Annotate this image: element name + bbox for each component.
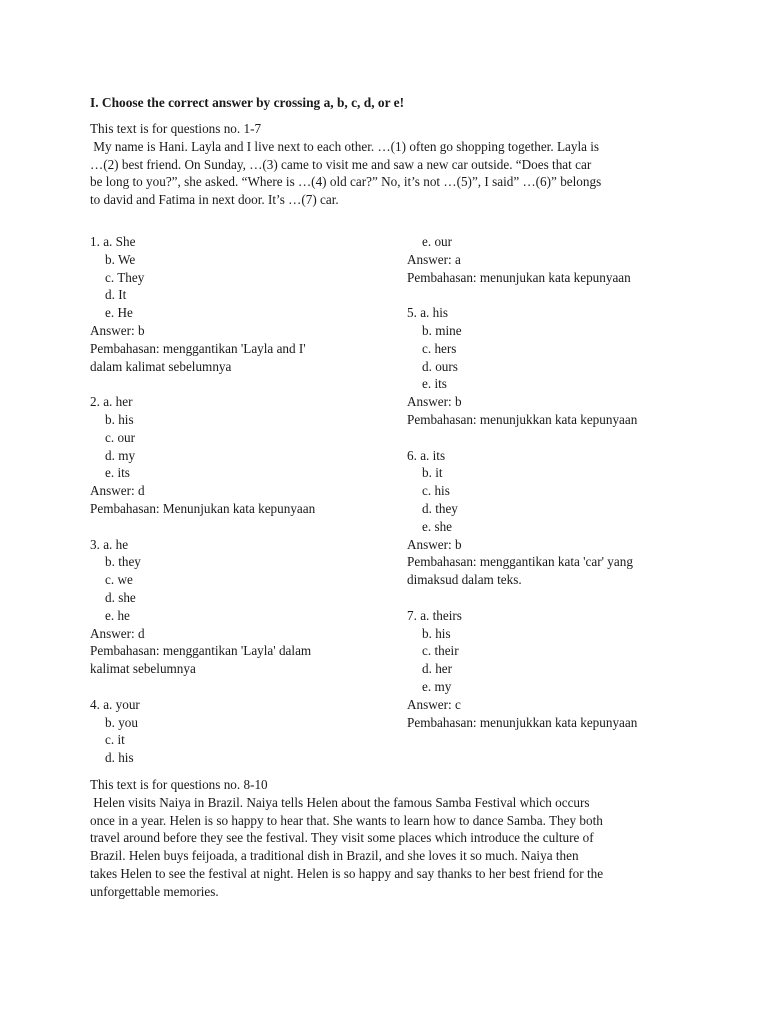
explanation: Pembahasan: menggantikan kata 'car' yang xyxy=(407,554,633,570)
questions-right-column xyxy=(407,233,707,731)
answer-option: c. They xyxy=(105,269,145,285)
explanation: dimaksud dalam teks. xyxy=(407,572,522,588)
passage-1-line: …(2) best friend. On Sunday, …(3) came to visit me and saw a new car outside. “Does that car xyxy=(90,156,592,172)
passage-2-line: travel around before they see the festival. They visit some places which introduce the culture of xyxy=(90,830,594,846)
answer-option: d. they xyxy=(422,500,458,516)
explanation: dalam kalimat sebelumnya xyxy=(90,358,232,374)
question-4-continued xyxy=(407,233,707,286)
answer-option: c. it xyxy=(105,732,125,748)
answer-option: c. we xyxy=(105,572,133,588)
question-number-option: 4. a. your xyxy=(90,696,140,712)
passage-1-line: to david and Fatima in next door. It’s …(7) car. xyxy=(90,192,339,208)
answer-option: e. its xyxy=(422,376,447,392)
answer-option: d. It xyxy=(105,287,127,303)
question-number-option: 6. a. its xyxy=(407,447,446,463)
passage-2 xyxy=(90,776,690,901)
explanation: kalimat sebelumnya xyxy=(90,661,196,677)
question-6 xyxy=(407,447,707,589)
explanation: Pembahasan: menunjukkan kata kepunyaan xyxy=(407,714,638,730)
answer-key: Answer: b xyxy=(407,536,462,552)
question-number-option: 3. a. he xyxy=(90,536,129,552)
questions-left-column xyxy=(90,233,390,767)
question-2 xyxy=(90,393,390,518)
answer-option: e. she xyxy=(422,518,453,534)
answer-key: Answer: c xyxy=(407,696,461,712)
passage-2-label: This text is for questions no. 8-10 xyxy=(90,777,268,792)
explanation: Pembahasan: Menunjukan kata kepunyaan xyxy=(90,500,316,516)
answer-option: d. she xyxy=(105,589,136,605)
answer-option: c. their xyxy=(422,643,459,659)
answer-option: e. He xyxy=(105,305,133,321)
question-7 xyxy=(407,607,707,732)
passage-2-line: Helen visits Naiya in Brazil. Naiya tells Helen about the famous Samba Festival which occurs xyxy=(90,794,590,810)
section-heading: I. Choose the correct answer by crossing a, b, c, d, or e! xyxy=(90,95,405,110)
answer-option: d. his xyxy=(105,750,134,766)
answer-option: d. my xyxy=(105,447,136,463)
question-number-option: 5. a. his xyxy=(407,305,449,321)
explanation: Pembahasan: menggantikan 'Layla' dalam xyxy=(90,643,312,659)
passage-1 xyxy=(90,120,690,209)
passage-2-line: unforgettable memories. xyxy=(90,883,219,899)
answer-option: c. hers xyxy=(422,340,457,356)
answer-key: Answer: b xyxy=(407,394,462,410)
answer-option: b. his xyxy=(105,411,134,427)
explanation: Pembahasan: menunjukkan kata kepunyaan xyxy=(407,411,638,427)
answer-option: e. our xyxy=(422,234,453,249)
passage-2-line: once in a year. Helen is so happy to hear that. She wants to learn how to dance Samba. They both xyxy=(90,812,603,828)
question-number-option: 7. a. theirs xyxy=(407,607,462,623)
answer-option: b. they xyxy=(105,554,141,570)
answer-option: b. mine xyxy=(422,322,462,338)
passage-1-line: be long to you?”, she asked. “Where is …(4) old car?” No, it’s not …(5)”, I said” …(6)” belongs xyxy=(90,174,602,190)
answer-option: c. his xyxy=(422,483,450,499)
passage-2-line: Brazil. Helen buys feijoada, a traditional dish in Brazil, and she loves it so much. Naiya then xyxy=(90,848,579,864)
answer-option: e. my xyxy=(422,678,452,694)
explanation: Pembahasan: menggantikan 'Layla and I' xyxy=(90,340,306,356)
question-3 xyxy=(90,536,390,678)
question-4 xyxy=(90,696,390,767)
explanation: Pembahasan: menunjukan kata kepunyaan xyxy=(407,269,631,285)
question-1 xyxy=(90,233,390,375)
answer-option: b. his xyxy=(422,625,451,641)
passage-1-line: My name is Hani. Layla and I live next to each other. …(1) often go shopping together. Layla is xyxy=(90,138,600,154)
answer-option: c. our xyxy=(105,429,136,445)
passage-2-line: takes Helen to see the festival at night. Helen is so happy and say thanks to her best friend for the xyxy=(90,865,604,881)
answer-key: Answer: d xyxy=(90,625,145,641)
answer-option: b. you xyxy=(105,714,138,730)
question-number-option: 2. a. her xyxy=(90,394,133,410)
answer-option: e. he xyxy=(105,607,130,623)
question-5 xyxy=(407,304,707,429)
answer-key: Answer: a xyxy=(407,251,461,267)
answer-option: b. it xyxy=(422,465,443,481)
answer-option: e. its xyxy=(105,465,130,481)
answer-key: Answer: b xyxy=(90,322,145,338)
answer-option: d. her xyxy=(422,661,453,677)
answer-option: b. We xyxy=(105,251,136,267)
answer-key: Answer: d xyxy=(90,483,145,499)
passage-1-label: This text is for questions no. 1-7 xyxy=(90,121,262,136)
answer-option: d. ours xyxy=(422,358,458,374)
question-number-option: 1. a. She xyxy=(90,234,136,249)
